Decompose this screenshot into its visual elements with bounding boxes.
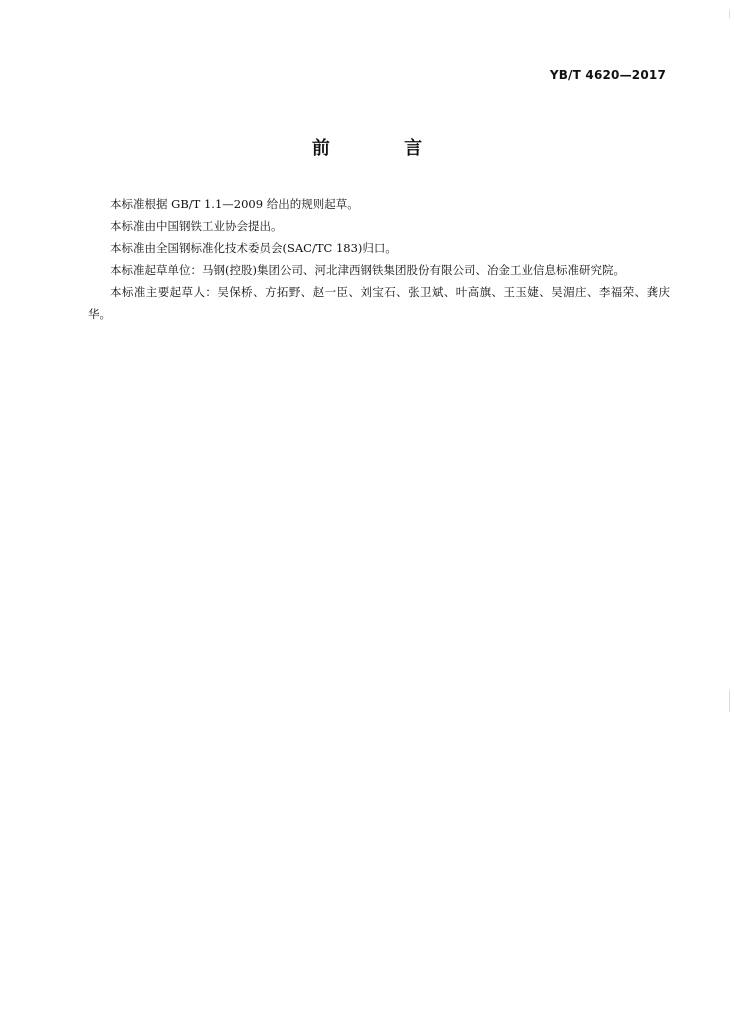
paragraph-drafters: 本标准主要起草人：吴保桥、方拓野、赵一臣、刘宝石、张卫斌、叶高旗、王玉婕、吴湄庄、李福荣、龚庆华。 xyxy=(88,285,670,321)
foreword-body xyxy=(88,193,670,325)
scan-edge-mark xyxy=(729,10,730,18)
page-title: 前 言 xyxy=(311,138,457,159)
paragraph-proposer: 本标准由中国钢铁工业协会提出。 xyxy=(110,219,283,233)
scan-edge-mark xyxy=(729,690,730,712)
paragraph-drafting-rules: 本标准根据 GB/T 1.1—2009 给出的规则起草。 xyxy=(110,197,359,211)
paragraph-committee: 本标准由全国钢标准化技术委员会(SAC/TC 183)归口。 xyxy=(110,241,397,255)
standard-number: YB/T 4620—2017 xyxy=(549,68,666,82)
paragraph-drafting-units: 本标准起草单位：马钢(控股)集团公司、河北津西钢铁集团股份有限公司、冶金工业信息标准研究院。 xyxy=(110,263,625,277)
